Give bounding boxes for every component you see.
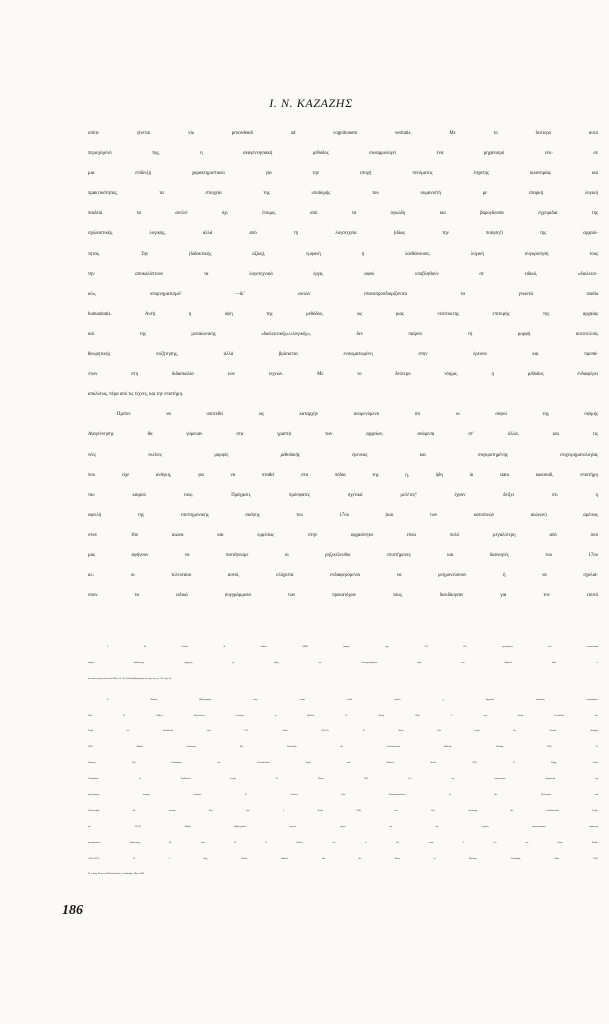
text-run: κό», υπομνηματισμό (88, 291, 181, 297)
footnote-reference: 6 (415, 491, 417, 496)
text-line (88, 265, 598, 285)
text-run: , Cambridge, Mass. 1958, (476, 857, 598, 860)
text-run: οφειλή της επιστημονικής σκέψης του 17ου (και των κατοπινών αιώνων) αμέσως (88, 512, 598, 518)
text-run: έρευνας και συγκροτημένης επιχειρηματολογίας (299, 452, 598, 458)
text-run: Οι Grafton & Jardine (1986) [παρακ. σημ. 29] 178, προσφέρουν ένα εντυπωσιακό (143, 646, 598, 648)
italic-text: Wissenschaft der neueren Zeit (88, 809, 213, 812)
text-run: Αναγέννησης θα γύρευαν στα γραπτά των αρχαίων, ανάμεσα στ’ άλλα, και τις (88, 432, 598, 438)
italic-text: Die Logik der Neuzeit (437, 730, 557, 733)
text-line (88, 788, 598, 804)
text-run: ντων στη διδασκαλία των τεχνών. Με το δεύτερο νόημα, η μέθοδος ενδιαφέρει (88, 372, 598, 378)
text-run: —δι’ αυτών επαναπροσδιορίζονται τα γνωστά studia (181, 291, 598, 297)
text-line (88, 305, 598, 325)
text-line (88, 285, 598, 305)
text-line (88, 804, 598, 820)
text-line (88, 466, 598, 486)
text-run: , Freiburg 1909, Fr. (451, 746, 598, 749)
italic-text: Foundations of Traditional Logik (88, 778, 236, 781)
text-run: και της μεσαιωνικής «διαλεκτικής»/«λογικής», δεν παίρνει τη μορφή αυτοτελούς (88, 331, 598, 337)
text-line (88, 836, 598, 852)
italic-text: Die Geschichte der Scholastischen Methode (239, 746, 452, 749)
text-run: δείγμα διαλεκτικής εξήγησης με βάση τον πολυσχολιασμένο στίχο του Οράτιου dulce et (88, 661, 598, 664)
italic-text: Die Entstehung der Aristotelischen Logik und Rhetorik (132, 762, 394, 765)
page-number: 186 (62, 903, 83, 918)
text-line (88, 724, 598, 740)
text-line (88, 546, 598, 566)
text-line (88, 425, 598, 445)
text-run: σχολαστικής λογικής, αλλά από τη λογοτεχνία (ιδίως την ποίηση!) της αρχαιό- (88, 231, 598, 237)
text-line (88, 820, 598, 836)
text-run: θεωρητικής συζήτησης, αλλά βρίσκεται ενσωματωμένη στην έρευνα και προπά- (88, 352, 598, 358)
text-run: decorum est pro patria mori ( (88, 677, 114, 680)
text-line (88, 740, 598, 756)
text-run: μας αφήνουν να πιστέψουμε οι ρηξικέλευθοι επιστήμονες και διανοητές του 17ου (88, 552, 598, 558)
text-run: συστηματικών διαλεκτικής βλ. στον N. G. Gilbert, ό.π., σ. 121, υποσ. 2. Για τον Petrus Ramus (88, 841, 598, 844)
footnote (88, 693, 598, 884)
text-run: μια επίδειξη χαρακτηριστικού για την εποχή πνεύματος έσχατης οικονομίας και (88, 171, 598, 177)
text-line (88, 446, 598, 466)
italic-text: Logik im Abendlande (88, 730, 173, 733)
text-run: την αποκαλύπτουν τα λογοτεχνικά έργα, αφού υποβληθούν σε ειδικό, «διαλεκτι- (88, 271, 598, 277)
text-line (88, 772, 598, 788)
text-run: τητας. Την (διδακτικής αξίας), εμφανή ή λανθάνουσα, λογική συγκρότησή τους (88, 251, 598, 257)
text-run: , Ν. Υόρκη 1960, C. von Prantl, (313, 714, 555, 717)
text-run: αι.: οι τελευταίοι αυτοί, ελάχιστα ενδιαφερόμενοι να μνημονεύσουν ή να σχολιά- (88, 573, 598, 579)
italic-text: Ramus and Talon Inventory (97, 873, 122, 876)
text-line (88, 566, 598, 586)
italic-text: Greek (592, 762, 598, 765)
italic-text: Das Erkenntnisproblem in der Philosophie und (341, 794, 598, 797)
text-line (88, 656, 598, 672)
text-line (88, 756, 598, 772)
running-head: Ι. Ν. ΚΑΖΑΖΗΣ (269, 96, 353, 110)
text-run: περιεχόμενό της, η αναγεννησιακή μέθοδος συναρμολογεί ένα μηχανισμό νέο· σε (88, 151, 598, 157)
text-run: οπότε γίνεται via procedendi ad cognitionem veritatis. Με το δεύτερο αυτό (88, 131, 598, 136)
text-run: humanitatis. Αυτή η όψη της μεθόδου, ως μιας νεότευκτης επιτομής της αρχαίας (88, 311, 598, 317)
text-line (88, 124, 598, 144)
italic-text: Ωδές (113, 677, 118, 680)
text-run: Βασική βιβλιογραφία, στην οποία πολλά οφείλει η παρούσα συνθετική παρουσίαση: (150, 698, 598, 701)
italic-text: Geschichte der (554, 714, 598, 717)
text-line (88, 325, 598, 345)
text-run: , τόμ. I, Berlin 1906, κεφ. Die Auflösung der scholastischen Logik, (212, 809, 598, 812)
body-paragraph (88, 124, 598, 405)
text-line (88, 224, 598, 244)
text-run: σουν τα ειδικά συγγράμματα των προκατόχων τους, διεκδίκησαν για τον εαυτό (88, 593, 598, 599)
text-run: σχολαστικής λογικής, κλασικό: E. Cassirer, (88, 794, 342, 797)
text-run: , Berlin 1929, E. Kapp, (393, 762, 593, 765)
text-run: 3.2.13). Ειδική βιβλιογραφία στο έργο τους, σ. 135, σημ. 54. (117, 677, 172, 680)
text-run: Solmsen, (88, 762, 133, 765)
text-line (88, 526, 598, 546)
italic-text: μεθοδικής (280, 452, 300, 458)
text-run: 1963. Martin Grabmann, (88, 746, 240, 749)
footnotes (88, 640, 598, 883)
text-run: έχουν δείξει ότι η (416, 492, 598, 498)
text-line (88, 345, 598, 365)
text-line (88, 672, 598, 688)
text-run: σσ. 122-47. Μικρή βιβλιογραφία πρώτων πηγών για την μεγάλη αναγεννησιακή παραγωγή (88, 825, 598, 828)
text-line (88, 486, 598, 506)
italic-text: Renaissance Concepts of Method (193, 714, 314, 717)
text-run: , τόμ. I-IV, Λιψία 1855-70, W. Risse, (172, 730, 438, 733)
text-run: απολύτως, πέρα από τις τέχνες, και την επιστήμη. (88, 392, 184, 398)
text-run: πρακτικότητας, τα στοιχεία της υποδομής του ουμανιστή με επαρκή λογική (88, 191, 598, 197)
text-line (88, 867, 598, 883)
text-line (88, 385, 598, 405)
text-run: , Stuttgart (556, 730, 598, 733)
main-text (88, 124, 598, 606)
text-line (88, 405, 598, 425)
text-line (88, 640, 598, 656)
footnote-number: 6. (107, 698, 109, 701)
text-line (88, 693, 598, 709)
text-run: Πρέπει να υποτεθεί ως καταρχήν αναμενόμενο ότι οι σοφοί της όψιμης (117, 412, 598, 418)
text-line (88, 245, 598, 265)
text-run: W. J. Ong, (88, 873, 98, 876)
text-line (88, 709, 598, 725)
text-line (88, 586, 598, 606)
text-run: που είχε ανάγκη, για να σταθεί στα πόδια της η, ήδη in statu nascendi, επιστήμη (88, 472, 598, 478)
text-run: του καιρού τους. Πράγματι, πρόσφατες σχετικά μελέτες (88, 492, 416, 498)
text-line (88, 184, 598, 204)
text-run: , Ν. Υόρκη 1952. Για την ουμανιστική εξάρθρωση της (235, 778, 598, 781)
text-line (88, 144, 598, 164)
text-line (88, 204, 598, 224)
text-run: Neal W. Gilbert, (88, 714, 194, 717)
text-line (88, 506, 598, 526)
footnote-number: 5. (107, 646, 109, 648)
text-run: στον 16ο αιώνα και εμμέσως στην αρχαιότητα είναι πολύ μεγαλύτερη από όσο (88, 532, 598, 538)
text-line (88, 365, 598, 385)
italic-text: Ramus, Method, and the Decay of Dialogue (241, 857, 477, 860)
text-run: (1515-1572): W. J. Ong, (88, 857, 242, 860)
text-run: νέες εκείνες μορφές (88, 452, 281, 458)
footnote-reference: 5 (180, 290, 182, 295)
text-line (88, 852, 598, 868)
text-run: παιδεία τα αντλεί όχι έτοιμα, από τα ογκώδη και βαρύγδουπα εγχειρίδια της (88, 211, 598, 217)
body-paragraph (88, 405, 598, 606)
footnote (88, 640, 598, 688)
text-run: , Cambridge, Mass. 1958. (121, 873, 145, 876)
text-line (88, 164, 598, 184)
